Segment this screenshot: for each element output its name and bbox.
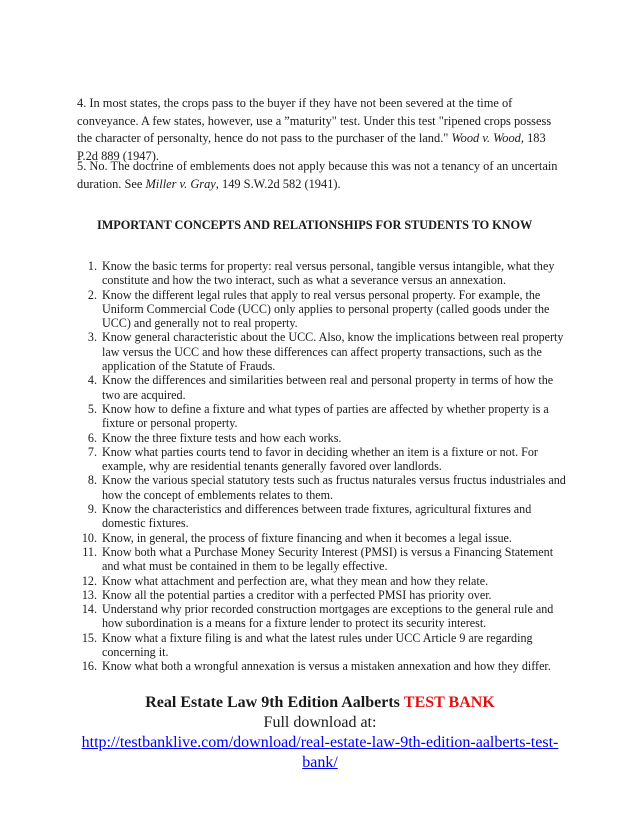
concept-item	[77, 431, 572, 445]
footer	[70, 693, 570, 773]
concept-item-number: 3.	[87, 330, 97, 345]
concept-item	[77, 631, 572, 660]
concept-item-number: 5.	[87, 401, 97, 416]
concept-item	[77, 330, 572, 373]
concept-item	[77, 659, 572, 673]
concept-item-number: 16.	[81, 659, 97, 674]
concept-item-text: Understand why prior recorded construction mortgages are exceptions to the general rule and how subordination is a means for a fixture lender to protect its security interest.	[102, 602, 554, 631]
concept-item	[77, 259, 572, 288]
answer-5-case: Miller v. Gray	[145, 176, 216, 191]
concept-item	[77, 545, 572, 574]
concept-item-text: Know what both a wrongful annexation is versus a mistaken annexation and how they differ.	[102, 659, 551, 674]
concept-item-text: Know all the potential parties a creditor with a perfected PMSI has priority over.	[102, 587, 492, 602]
answer-4-text: 4. In most states, the crops pass to the buyer if they have not been severed at the time of conveyance. A few states, however, use a ”maturity" test. Under this test "ripened crops possess the character of personalty, hence do not pass to the purchaser of the land."	[77, 96, 552, 145]
concept-item-number: 7.	[87, 444, 97, 459]
concept-item-number: 2.	[87, 287, 97, 302]
concept-item-number: 4.	[87, 373, 97, 388]
concept-item-text: Know what attachment and perfection are, what they mean and how they relate.	[102, 573, 489, 588]
concept-item-number: 13.	[81, 587, 97, 602]
concept-item	[77, 574, 572, 588]
concept-item	[77, 531, 572, 545]
download-link[interactable]: http://testbanklive.com/download/real-estate-law-9th-edition-aalberts-test-bank/	[81, 734, 559, 771]
concept-item	[77, 373, 572, 402]
concept-item	[77, 588, 572, 602]
answer-5-text: 5. No. The doctrine of emblements does not apply because this was not a tenancy of an uncertain duration. See	[77, 159, 558, 191]
concept-item-number: 11.	[82, 544, 97, 559]
concept-item-text: Know general characteristic about the UCC. Also, know the implications between real property law versus the UCC and how these differences can affect property transactions, such as the application of the Statute of Frauds.	[102, 330, 564, 374]
concept-item-text: Know the differences and similarities between real and personal property in terms of how the two are acquired.	[102, 373, 554, 402]
concept-item-number: 12.	[81, 573, 97, 588]
test-bank-label: TEST BANK	[403, 694, 495, 711]
answer-4	[77, 95, 567, 165]
concept-item-text: Know the characteristics and differences between trade fixtures, agricultural fixtures and domestic fixtures.	[102, 502, 532, 531]
concept-item-number: 15.	[81, 630, 97, 645]
download-label: Full download at:	[263, 714, 377, 731]
concept-item	[77, 288, 572, 331]
book-title: Real Estate Law 9th Edition Aalberts	[145, 694, 400, 711]
concept-item	[77, 602, 572, 631]
footer-title-line	[70, 693, 570, 713]
answer-4-cite: , 183 P.2d 889 (1947).	[77, 131, 546, 163]
concept-item-text: Know, in general, the process of fixture financing and when it becomes a legal issue.	[102, 530, 512, 545]
answer-4-case: Wood v. Wood	[451, 131, 521, 145]
concept-item-text: Know both what a Purchase Money Security Interest (PMSI) is versus a Financing Statement and what must be contained in them to be legally effective.	[102, 544, 554, 574]
concept-item-text: Know the various special statutory tests such as fructus naturales versus fructus industriales and how the concept of emblements relates to them.	[102, 473, 566, 502]
concept-item	[77, 473, 572, 502]
concept-item-number: 6.	[87, 430, 97, 445]
concept-item-number: 9.	[87, 502, 97, 517]
concepts-list	[77, 259, 572, 674]
concept-item-text: Know the three fixture tests and how each works.	[102, 430, 342, 445]
concept-item-text: Know the different legal rules that apply to real versus personal property. For example, the Uniform Commercial Code (UCC) only applies to personal property (called goods under the UCC) and generally not to real property.	[102, 287, 550, 331]
answer-5	[77, 158, 567, 193]
concept-item	[77, 502, 572, 531]
concept-item-text: Know what parties courts tend to favor in deciding whether an item is a fixture or not. For example, why are residential tenants generally favored over landlords.	[102, 444, 538, 474]
concept-item-text: Know how to define a fixture and what types of parties are affected by whether property is a fixture or personal property.	[102, 401, 549, 431]
concept-item-number: 8.	[87, 473, 97, 488]
concept-item-text: Know what a fixture filing is and what the latest rules under UCC Article 9 are regarding concerning it.	[102, 630, 533, 660]
concept-item-number: 10.	[81, 530, 97, 545]
section-heading: IMPORTANT CONCEPTS AND RELATIONSHIPS FOR STUDENTS TO KNOW	[97, 218, 533, 232]
concept-item	[77, 402, 572, 431]
concept-item-number: 1.	[87, 259, 97, 273]
concept-item	[77, 445, 572, 474]
concept-item-number: 14.	[81, 602, 97, 617]
concept-item-text: Know the basic terms for property: real versus personal, tangible versus intangible, what they constitute and how the two interact, such as what a severance versus an annexation.	[102, 259, 555, 288]
answer-5-cite: , 149 S.W.2d 582 (1941).	[215, 176, 341, 191]
